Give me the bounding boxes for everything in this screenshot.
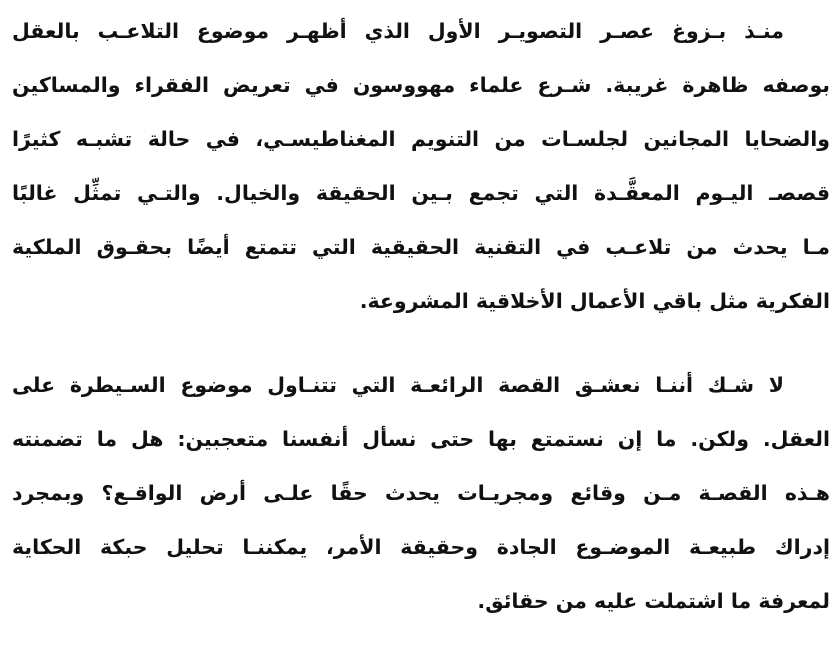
text-line: منـذ بـزوغ عصـر التصويـر الأول الذي أظهـر موضوع التلاعـب بالعقل <box>12 19 784 43</box>
text-line: هـذه القصـة مـن وقائع ومجريـات يحدث حقًا علـى أرض الواقـع؟ وبمجرد <box>12 481 830 505</box>
text-line: لا شـك أننـا نعشـق القصة الرائعـة التي تتنـاول موضوع السـيطرة على <box>12 373 784 397</box>
text-line: والضحايا المجانين لجلسـات من التنويم المغناطيسـي، في حالة تشبـه كثيرًا <box>12 127 830 151</box>
text-line: إدراك طبيعـة الموضـوع الجادة وحقيقة الأمر، يمكننـا تحليل حبكة الحكاية <box>12 535 830 559</box>
text-line: العقل. ولكن. ما إن نستمتع بها حتى نسأل أنفسنا متعجبين: هل ما تضمنته <box>12 427 830 451</box>
text-line: مـا يحدث من تلاعـب في التقنية الحقيقية التي تتمتع أيضًا بحقـوق الملكية <box>12 235 830 259</box>
paragraph-2 <box>12 358 830 628</box>
paragraph-gap <box>12 328 830 358</box>
text-line: الفكرية مثل باقي الأعمال الأخلاقية المشروعة. <box>359 289 830 313</box>
text-line: لمعرفة ما اشتملت عليه من حقائق. <box>477 589 830 613</box>
text-line: قصصـ اليـوم المعقَّـدة التي تجمع بـين الحقيقة والخيال. والتـي تمثِّل غالبًا <box>12 181 830 205</box>
paragraph-1 <box>12 4 830 328</box>
text-line: بوصفه ظاهرة غريبة. شـرع علماء مهووسون في تعريض الفقراء والمساكين <box>12 73 830 97</box>
document-page <box>12 4 830 628</box>
